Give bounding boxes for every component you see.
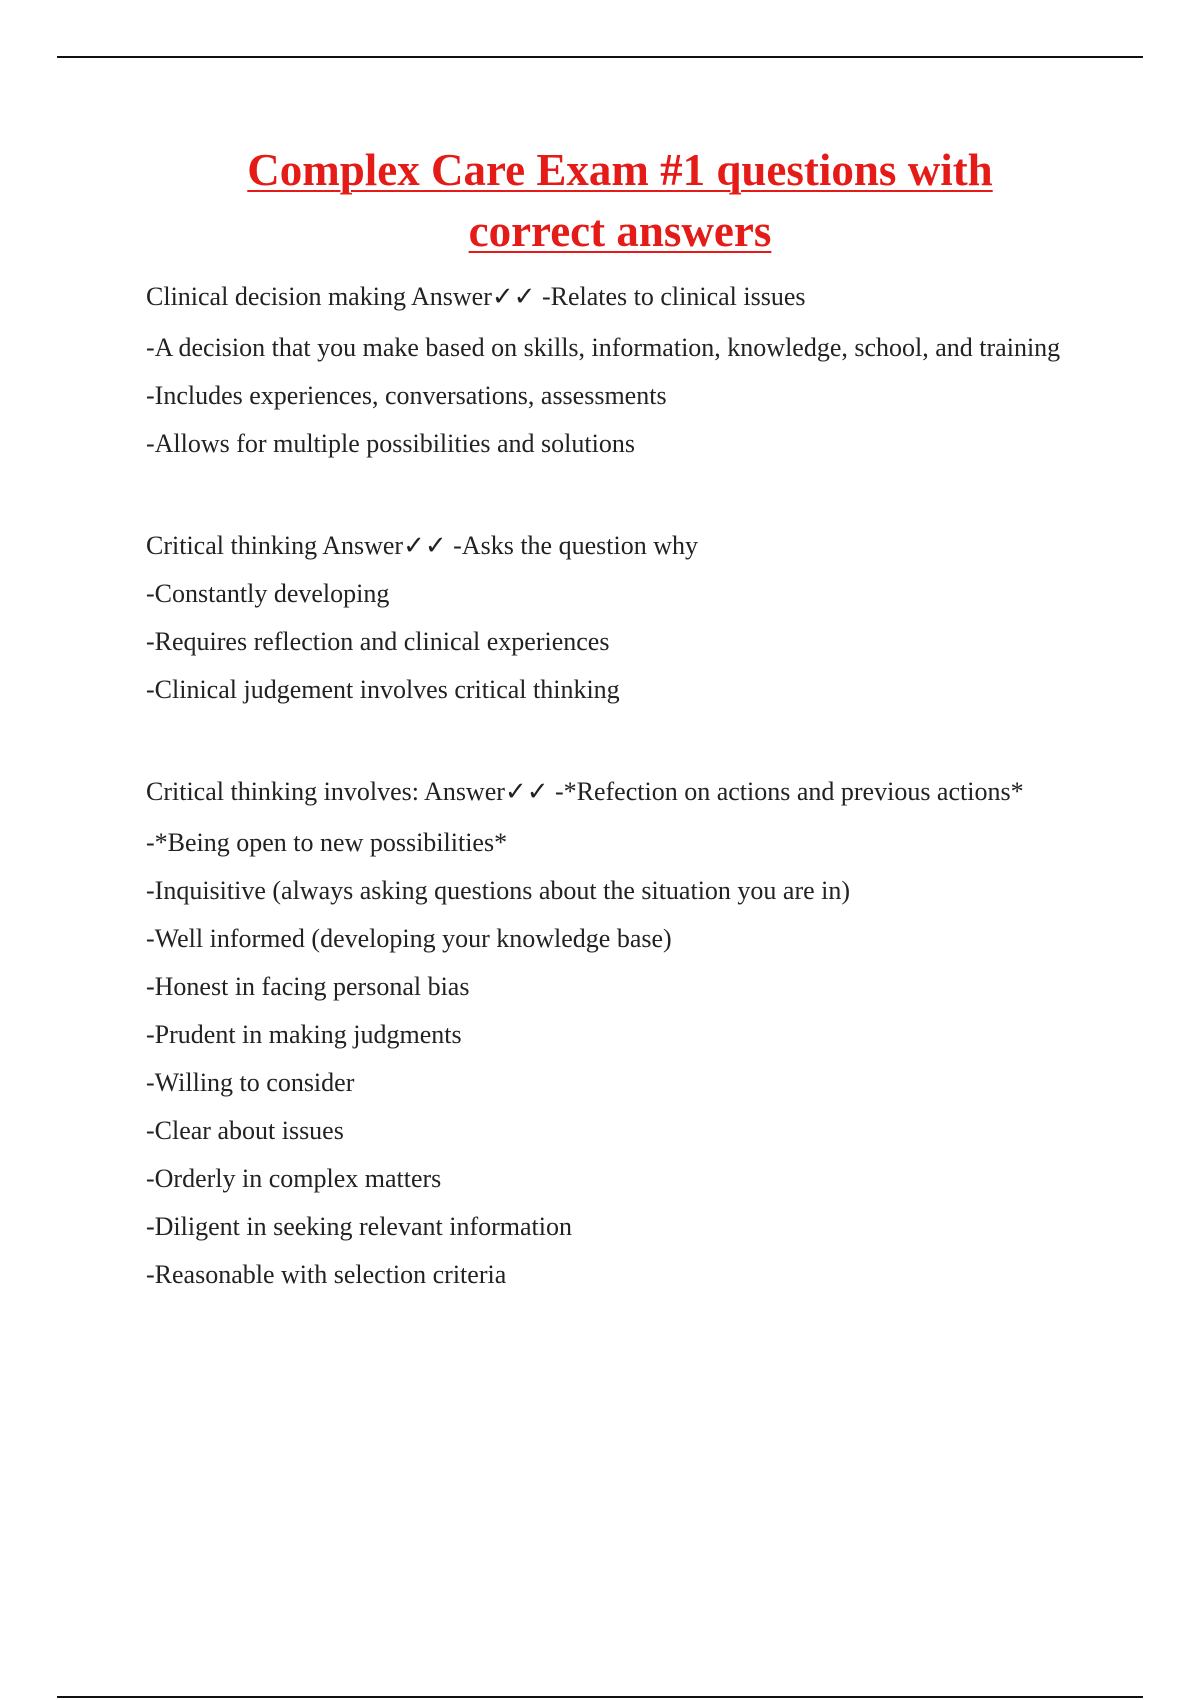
qa-point: -Requires reflection and clinical experiences bbox=[146, 627, 610, 656]
qa-section bbox=[146, 775, 1066, 1292]
qa-point: -Orderly in complex matters bbox=[146, 1164, 442, 1193]
qa-point: -Constantly developing bbox=[146, 579, 390, 608]
qa-term: Critical thinking Answer✓✓ -Asks the question why bbox=[146, 531, 698, 560]
qa-point: -Allows for multiple possibilities and solutions bbox=[146, 429, 635, 458]
qa-point: -Prudent in making judgments bbox=[146, 1020, 462, 1049]
title-line-2: correct answers bbox=[468, 206, 772, 256]
qa-point: -A decision that you make based on skills, information, knowledge, school, and training bbox=[146, 333, 1061, 362]
header-rule bbox=[57, 56, 1143, 58]
qa-section bbox=[146, 280, 1066, 461]
qa-point: -*Being open to new possibilities* bbox=[146, 828, 508, 857]
qa-point: -Diligent in seeking relevant information bbox=[146, 1212, 572, 1241]
qa-point: -Honest in facing personal bias bbox=[146, 972, 470, 1001]
qa-point: -Clinical judgement involves critical thinking bbox=[146, 675, 620, 704]
qa-term: Clinical decision making Answer✓✓ -Relates to clinical issues bbox=[146, 282, 806, 311]
qa-point: -Includes experiences, conversations, assessments bbox=[146, 381, 667, 410]
qa-point: -Willing to consider bbox=[146, 1068, 355, 1097]
qa-point: -Well informed (developing your knowledge base) bbox=[146, 924, 672, 953]
qa-point: -Inquisitive (always asking questions about the situation you are in) bbox=[146, 876, 851, 905]
qa-point: -Clear about issues bbox=[146, 1116, 344, 1145]
qa-point: -Reasonable with selection criteria bbox=[146, 1260, 507, 1289]
document-body bbox=[146, 280, 1066, 1292]
document-title bbox=[140, 140, 1100, 262]
footer-rule bbox=[57, 1696, 1143, 1698]
qa-term: Critical thinking involves: Answer✓✓ -*Refection on actions and previous actions* bbox=[146, 777, 1024, 806]
qa-section bbox=[146, 529, 1066, 707]
title-line-1: Complex Care Exam #1 questions with bbox=[247, 145, 993, 195]
